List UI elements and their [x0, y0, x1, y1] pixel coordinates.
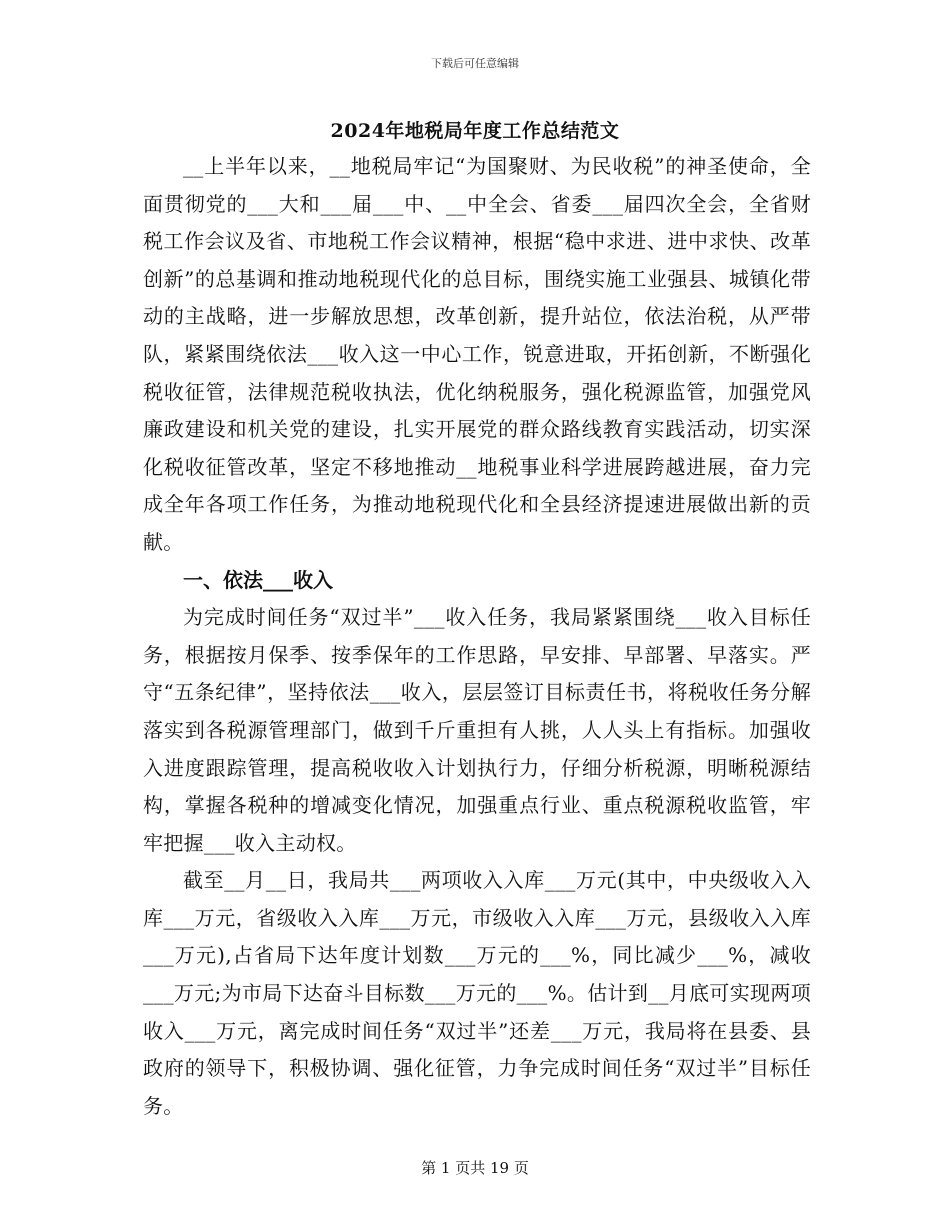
section-heading: 一、依法___收入: [183, 567, 333, 592]
document-title: 2024年地税局年度工作总结范文: [330, 120, 620, 142]
section-paragraph: 截至__月__日，我局共___两项收入入库___万元(其中，中央级收入入库___万元，省级收入入库___万元，市级收入入库___万元，县级收入入库___万元),占省局下达年度计划数___万元的___%，同比减少___%，减收___万元;为市局下达奋斗目标数___万元的___%。估计到__月底可实现两项收入___万元，离完成时间任务“双过半”还差___万元，我局将在县委、县政府的领导下，积极协调、强化征管，力争完成时间任务“双过半”目标任务。: [143, 868, 811, 1118]
section-paragraph: 为完成时间任务“双过半”___收入任务，我局紧紧围绕___收入目标任务，根据按月保季、按季保年的工作思路，早安排、早部署、早落实。严守“五条纪律”，坚持依法___收入，层层签订目标责任书，将税收任务分解落实到各税源管理部门，做到千斤重担有人挑，人人头上有指标。加强收入进度跟踪管理，提高税收收入计划执行力，仔细分析税源，明晰税源结构，掌握各税种的增减变化情况，加强重点行业、重点税源税收监管，牢牢把握___收入主动权。: [143, 605, 811, 855]
intro-paragraph: __上半年以来，__地税局牢记“为国聚财、为民收税”的神圣使命，全面贯彻党的___大和___届___中、__中全会、省委___届四次全会，全省财税工作会议及省、市地税工作会议精神，根据“稳中求进、进中求快、改革创新”的总基调和推动地税现代化的总目标，围绕实施工业强县、城镇化带动的主战略，进一步解放思想，改革创新，提升站位，依法治税，从严带队，紧紧围绕依法___收入这一中心工作，锐意进取，开拓创新，不断强化税收征管，法律规范税收执法，优化纳税服务，强化税源监管，加强党风廉政建设和机关党的建设，扎实开展党的群众路线教育实践活动，切实深化税收征管改革，坚定不移地推动__地税事业科学进展跨越进展，奋力完成全年各项工作任务，为推动地税现代化和全县经济提速进展做出新的贡献。: [143, 154, 811, 554]
header-note: 下载后可任意编辑: [431, 57, 519, 70]
document-body: [143, 148, 811, 1125]
page-footer: 第 1 页共 19 页: [421, 1159, 529, 1177]
